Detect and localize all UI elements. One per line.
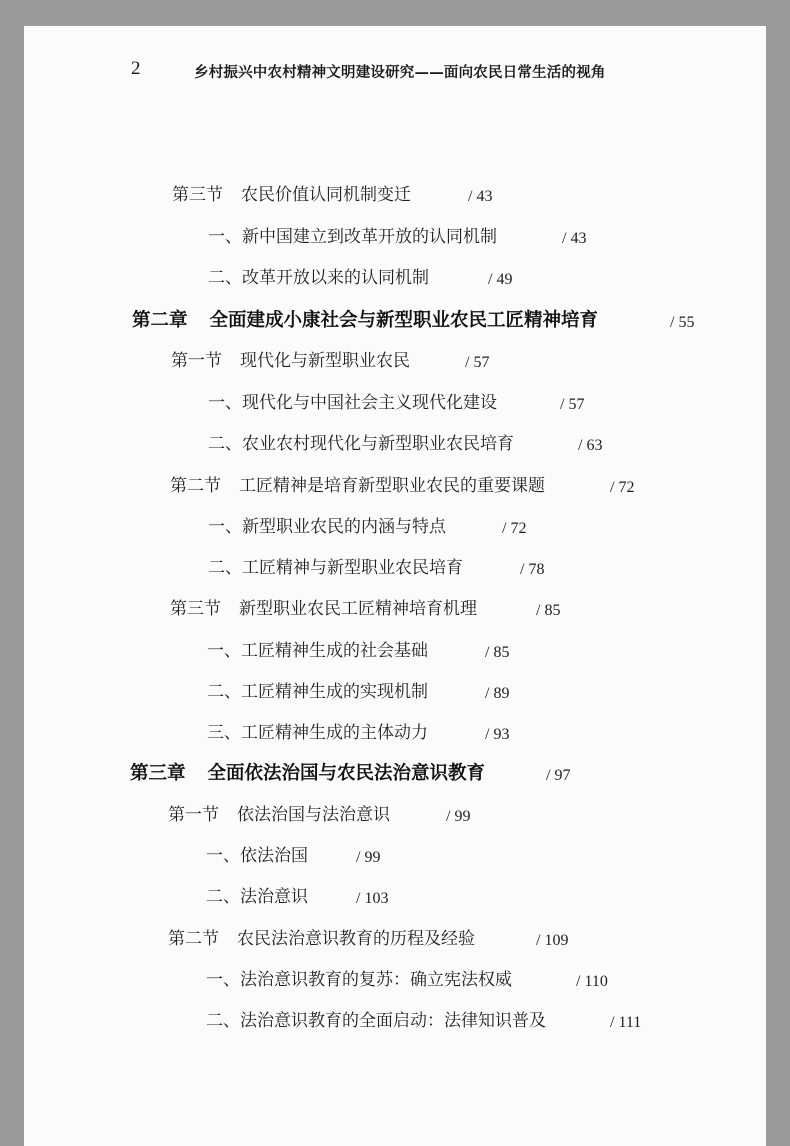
toc-entry-title: 新中国建立到改革开放的认同机制 bbox=[242, 227, 497, 247]
toc-entry-title: 现代化与中国社会主义现代化建设 bbox=[242, 393, 497, 413]
toc-entry-page: / 89 bbox=[485, 685, 510, 702]
toc-entry-title: 现代化与新型职业农民 bbox=[240, 351, 410, 371]
toc-section-entry bbox=[172, 185, 493, 205]
toc-entry-page: / 99 bbox=[356, 849, 381, 866]
toc-entry-label: 二、 bbox=[208, 268, 242, 288]
toc-entry-label: 一、 bbox=[208, 227, 242, 247]
toc-item-entry bbox=[208, 268, 513, 288]
toc-entry-label: 第三章 bbox=[130, 763, 186, 784]
toc-section-entry bbox=[170, 599, 561, 619]
toc-entry-page: / 57 bbox=[560, 396, 585, 413]
toc-entry-label: 第一节 bbox=[171, 351, 222, 371]
toc-entry-page: / 72 bbox=[610, 479, 635, 496]
toc-entry-title: 法治意识 bbox=[240, 887, 308, 907]
toc-entry-title: 工匠精神是培育新型职业农民的重要课题 bbox=[239, 476, 545, 496]
toc-entry-title: 全面依法治国与农民法治意识教育 bbox=[207, 763, 486, 784]
toc-entry-title: 法治意识教育的复苏：确立宪法权威 bbox=[240, 970, 512, 990]
toc-entry-page: / 78 bbox=[520, 561, 545, 578]
toc-item-entry bbox=[208, 558, 545, 578]
toc-entry-page: / 85 bbox=[485, 644, 510, 661]
toc-entry-label: 一、 bbox=[208, 517, 242, 537]
toc-entry-page: / 63 bbox=[578, 437, 603, 454]
toc-entry-title: 工匠精神与新型职业农民培育 bbox=[242, 558, 463, 578]
toc-item-entry bbox=[208, 517, 527, 537]
toc-entry-title: 农民法治意识教育的历程及经验 bbox=[237, 929, 475, 949]
toc-entry-label: 二、 bbox=[206, 887, 240, 907]
toc-chapter-entry bbox=[132, 310, 695, 331]
toc-entry-label: 一、 bbox=[207, 641, 241, 661]
toc-entry-page: / 93 bbox=[485, 726, 510, 743]
toc-entry-label: 一、 bbox=[206, 846, 240, 866]
toc-entry-title: 农业农村现代化与新型职业农民培育 bbox=[242, 434, 514, 454]
toc-item-entry bbox=[208, 227, 587, 247]
toc-item-entry bbox=[208, 393, 585, 413]
toc-entry-page: / 99 bbox=[446, 808, 471, 825]
toc-entry-page: / 43 bbox=[468, 188, 493, 205]
toc-entry-title: 依法治国与法治意识 bbox=[237, 805, 390, 825]
toc-section-entry bbox=[168, 929, 569, 949]
toc-entry-label: 二、 bbox=[208, 558, 242, 578]
toc-item-entry bbox=[207, 682, 510, 702]
toc-entry-page: / 110 bbox=[576, 973, 608, 990]
toc-section-entry bbox=[168, 805, 471, 825]
toc-item-entry bbox=[206, 970, 608, 990]
toc-item-entry bbox=[206, 887, 389, 907]
toc-entry-page: / 109 bbox=[536, 932, 569, 949]
toc-entry-title: 工匠精神生成的主体动力 bbox=[241, 723, 428, 743]
toc-entry-title: 法治意识教育的全面启动：法律知识普及 bbox=[240, 1011, 546, 1031]
toc-entry-page: / 85 bbox=[536, 602, 561, 619]
toc-entry-label: 二、 bbox=[208, 434, 242, 454]
toc-entry-title: 依法治国 bbox=[240, 846, 308, 866]
toc-chapter-entry bbox=[130, 763, 571, 784]
running-title: 乡村振兴中农村精神文明建设研究——面向农民日常生活的视角 bbox=[194, 65, 606, 81]
toc-item-entry bbox=[206, 1011, 642, 1031]
page-number: 2 bbox=[131, 58, 141, 79]
toc-entry-label: 二、 bbox=[206, 1011, 240, 1031]
toc-entry-label: 二、 bbox=[207, 682, 241, 702]
toc-entry-title: 新型职业农民的内涵与特点 bbox=[242, 517, 446, 537]
toc-entry-page: / 72 bbox=[502, 520, 527, 537]
toc-entry-title: 全面建成小康社会与新型职业农民工匠精神培育 bbox=[209, 310, 599, 331]
toc-entry-page: / 97 bbox=[546, 767, 571, 784]
toc-entry-label: 第二节 bbox=[168, 929, 219, 949]
toc-entry-title: 新型职业农民工匠精神培育机理 bbox=[239, 599, 477, 619]
toc-entry-title: 改革开放以来的认同机制 bbox=[242, 268, 429, 288]
toc-section-entry bbox=[171, 351, 490, 371]
toc-entry-page: / 43 bbox=[562, 230, 587, 247]
toc-entry-page: / 49 bbox=[488, 271, 513, 288]
toc-entry-label: 第三节 bbox=[170, 599, 221, 619]
toc-item-entry bbox=[207, 723, 510, 743]
toc-entry-label: 第二节 bbox=[170, 476, 221, 496]
toc-entry-page: / 111 bbox=[610, 1014, 642, 1031]
toc-entry-label: 一、 bbox=[208, 393, 242, 413]
toc-entry-title: 工匠精神生成的实现机制 bbox=[241, 682, 428, 702]
toc-item-entry bbox=[206, 846, 381, 866]
toc-entry-label: 第二章 bbox=[132, 310, 188, 331]
toc-entry-page: / 55 bbox=[670, 314, 695, 331]
toc-entry-page: / 103 bbox=[356, 890, 389, 907]
toc-entry-title: 农民价值认同机制变迁 bbox=[241, 185, 411, 205]
toc-entry-label: 第一节 bbox=[168, 805, 219, 825]
toc-entry-label: 一、 bbox=[206, 970, 240, 990]
toc-entry-page: / 57 bbox=[465, 354, 490, 371]
toc-entry-label: 第三节 bbox=[172, 185, 223, 205]
toc-entry-label: 三、 bbox=[207, 723, 241, 743]
toc-section-entry bbox=[170, 476, 635, 496]
toc-item-entry bbox=[207, 641, 510, 661]
toc-item-entry bbox=[208, 434, 603, 454]
toc-entry-title: 工匠精神生成的社会基础 bbox=[241, 641, 428, 661]
